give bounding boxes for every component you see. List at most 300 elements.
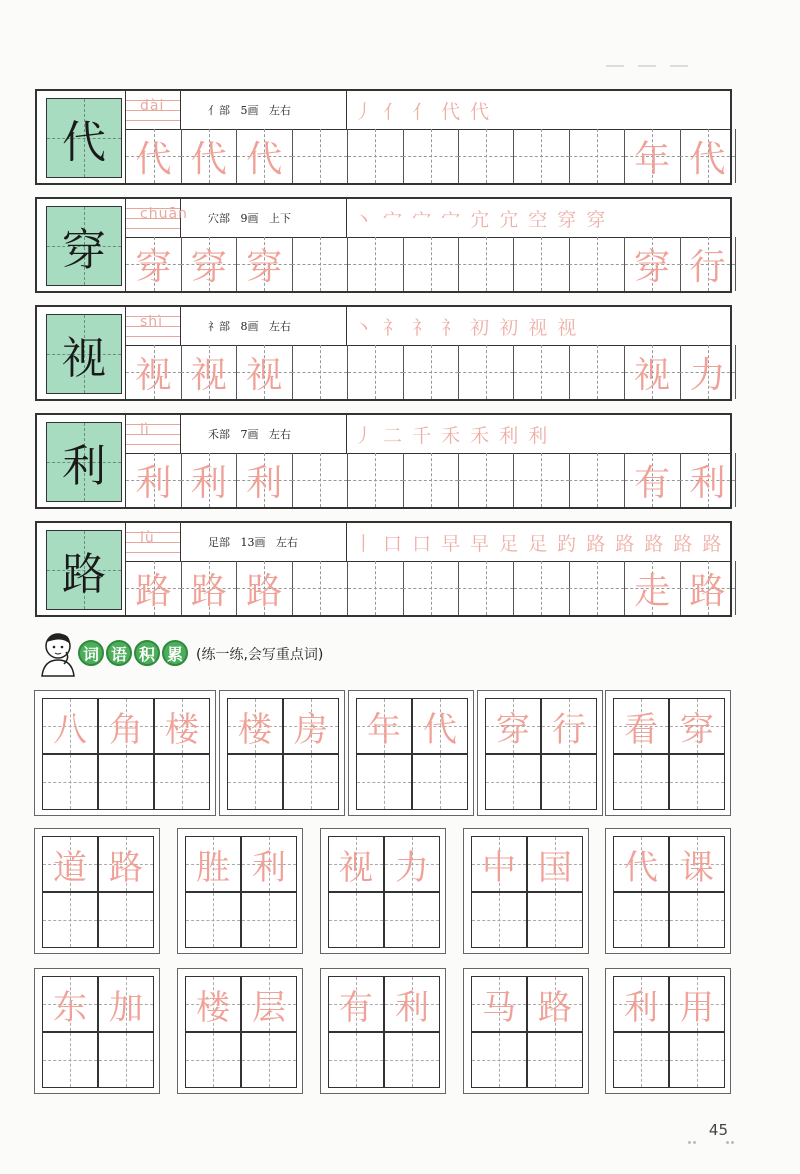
pinyin: lù xyxy=(140,530,155,546)
vocab-word-box xyxy=(34,690,216,816)
practice-cell[interactable] xyxy=(680,453,736,507)
vocab-cell[interactable] xyxy=(328,892,384,948)
structure: 上下 xyxy=(269,212,291,225)
vocab-cell[interactable] xyxy=(356,754,412,810)
trace-char xyxy=(458,237,513,291)
vocab-cell[interactable] xyxy=(384,892,440,948)
vocab-word-box xyxy=(34,828,160,954)
vocab-cell[interactable] xyxy=(98,836,154,892)
trace-char: 穿 xyxy=(135,246,172,288)
vocab-cell[interactable] xyxy=(669,836,725,892)
vocab-word-box xyxy=(477,690,603,816)
char-info-row xyxy=(126,415,730,454)
practice-cell[interactable] xyxy=(403,561,459,615)
vocab-cell[interactable] xyxy=(471,1032,527,1088)
vocab-trace-char: 路 xyxy=(109,847,143,888)
vocab-cell[interactable] xyxy=(283,698,339,754)
trace-char xyxy=(348,237,403,291)
practice-cell[interactable] xyxy=(514,453,570,507)
practice-cell[interactable] xyxy=(514,561,570,615)
vocab-cell[interactable] xyxy=(328,1032,384,1088)
trace-char: 穿 xyxy=(634,246,671,288)
practice-cell[interactable] xyxy=(514,129,570,183)
structure: 左右 xyxy=(276,536,298,549)
stroke-order-box xyxy=(346,91,730,129)
vocab-word-box xyxy=(348,690,474,816)
vocab-cell[interactable] xyxy=(485,698,541,754)
vocab-trace-char: 用 xyxy=(680,987,714,1028)
practice-cell[interactable] xyxy=(237,453,293,507)
vocab-trace-char: 层 xyxy=(252,987,286,1028)
vocab-word-box xyxy=(463,828,589,954)
char-row xyxy=(35,197,732,293)
trace-char: 路 xyxy=(689,570,726,612)
char-row xyxy=(35,521,732,617)
char-row xyxy=(35,413,732,509)
vocab-cell[interactable] xyxy=(485,754,541,810)
vocab-trace-char: 楼 xyxy=(238,709,272,750)
vocab-trace-char: 八 xyxy=(53,709,87,750)
vocab-cell[interactable] xyxy=(613,892,669,948)
pinyin-box xyxy=(126,307,181,345)
vocab-cell[interactable] xyxy=(412,698,468,754)
trace-char: 代 xyxy=(135,138,172,180)
pinyin-box xyxy=(126,199,188,237)
vocab-cell[interactable] xyxy=(613,698,669,754)
practice-cell[interactable] xyxy=(625,237,681,291)
vocab-title-badge xyxy=(78,640,188,666)
vocab-trace-char: 代 xyxy=(624,847,658,888)
trace-char xyxy=(348,345,403,399)
practice-cell[interactable] xyxy=(348,237,404,291)
practice-cell[interactable] xyxy=(458,561,514,615)
practice-cell[interactable] xyxy=(625,129,681,183)
vocab-cell[interactable] xyxy=(241,892,297,948)
trace-char xyxy=(292,561,347,615)
trace-char xyxy=(458,345,513,399)
trace-char xyxy=(403,237,458,291)
practice-cell[interactable] xyxy=(458,345,514,399)
practice-cell[interactable] xyxy=(237,237,293,291)
vocab-cell[interactable] xyxy=(154,698,210,754)
vocab-word-box xyxy=(605,690,731,816)
vocab-cell[interactable] xyxy=(471,892,527,948)
vocab-cell[interactable] xyxy=(613,836,669,892)
vocab-cell[interactable] xyxy=(471,976,527,1032)
vocab-word-box xyxy=(177,828,303,954)
vocab-trace-char: 胜 xyxy=(196,847,230,888)
trace-char: 代 xyxy=(689,138,726,180)
vocab-cell[interactable] xyxy=(527,1032,583,1088)
vocab-trace-char: 课 xyxy=(680,847,714,888)
practice-cell[interactable] xyxy=(181,453,237,507)
practice-cell[interactable] xyxy=(680,345,736,399)
radical: 足部 xyxy=(208,536,230,549)
practice-cell[interactable] xyxy=(292,237,348,291)
stroke-count: 13画 xyxy=(240,536,266,549)
practice-cell[interactable] xyxy=(292,129,348,183)
model-char: 穿 xyxy=(62,225,106,276)
trace-char xyxy=(569,237,624,291)
vocab-trace-char: 东 xyxy=(53,987,87,1028)
structure: 左右 xyxy=(269,428,291,441)
vocab-cell[interactable] xyxy=(328,836,384,892)
trace-char xyxy=(292,345,347,399)
stroke-order-box xyxy=(346,307,730,345)
practice-cell[interactable] xyxy=(514,345,570,399)
vocab-trace-char: 代 xyxy=(423,709,457,750)
trace-char xyxy=(403,453,458,507)
vocab-trace-char: 加 xyxy=(109,987,143,1028)
vocab-trace-char: 力 xyxy=(395,847,429,888)
radical: 禾部 xyxy=(208,428,230,441)
radical: 亻部 xyxy=(208,104,230,117)
pinyin: dài xyxy=(140,98,165,114)
vocab-cell[interactable] xyxy=(527,836,583,892)
practice-cell[interactable] xyxy=(403,237,459,291)
structure: 左右 xyxy=(269,320,291,333)
vocab-title-char: 语 xyxy=(106,640,132,666)
trace-char xyxy=(514,237,569,291)
trace-char: 视 xyxy=(634,354,671,396)
model-char: 路 xyxy=(62,549,106,600)
vocab-trace-char: 年 xyxy=(367,709,401,750)
vocab-cell[interactable] xyxy=(227,754,283,810)
practice-cell[interactable] xyxy=(403,129,459,183)
vocab-cell[interactable] xyxy=(227,698,283,754)
practice-cell[interactable] xyxy=(403,453,459,507)
trace-char: 视 xyxy=(190,354,227,396)
practice-cell[interactable] xyxy=(348,345,404,399)
stroke-order-box xyxy=(346,199,730,237)
trace-char: 穿 xyxy=(246,246,283,288)
vocab-cell[interactable] xyxy=(98,754,154,810)
practice-cell[interactable] xyxy=(458,237,514,291)
practice-cell[interactable] xyxy=(126,129,182,183)
practice-cell[interactable] xyxy=(181,561,237,615)
char-info-row xyxy=(126,199,730,238)
practice-cell[interactable] xyxy=(514,237,570,291)
vocab-cell[interactable] xyxy=(241,1032,297,1088)
vocab-word-box xyxy=(320,968,446,1094)
vocab-cell[interactable] xyxy=(98,976,154,1032)
vocab-word-box xyxy=(463,968,589,1094)
thinking-child-icon xyxy=(36,630,80,678)
vocab-cell[interactable] xyxy=(541,698,597,754)
stroke-count: 5画 xyxy=(240,104,259,117)
vocab-cell[interactable] xyxy=(384,836,440,892)
pinyin: lì xyxy=(140,422,150,438)
trace-char xyxy=(292,453,347,507)
vocab-trace-char: 利 xyxy=(252,847,286,888)
meta-box xyxy=(180,415,347,453)
practice-cell[interactable] xyxy=(348,561,404,615)
header-ghost-marks xyxy=(606,52,726,64)
trace-char xyxy=(403,129,458,183)
model-char: 代 xyxy=(62,117,106,168)
practice-cell[interactable] xyxy=(181,129,237,183)
vocab-cell[interactable] xyxy=(328,976,384,1032)
practice-cell[interactable] xyxy=(292,561,348,615)
trace-char xyxy=(569,561,624,615)
trace-char: 利 xyxy=(190,462,227,504)
char-detail-area xyxy=(125,199,730,291)
model-char-cell xyxy=(46,530,122,610)
model-char: 视 xyxy=(62,333,106,384)
trace-char xyxy=(403,561,458,615)
vocab-trace-char: 中 xyxy=(482,847,516,888)
practice-cell[interactable] xyxy=(569,237,625,291)
vocab-cell[interactable] xyxy=(613,976,669,1032)
trace-char: 年 xyxy=(634,138,671,180)
practice-cell[interactable] xyxy=(680,561,736,615)
trace-char xyxy=(569,345,624,399)
char-detail-area xyxy=(125,523,730,615)
vocab-cell[interactable] xyxy=(185,892,241,948)
vocab-subtitle: (练一练,会写重点词) xyxy=(196,647,324,663)
vocab-cell[interactable] xyxy=(384,1032,440,1088)
trace-char xyxy=(569,129,624,183)
vocab-cell[interactable] xyxy=(185,976,241,1032)
trace-char xyxy=(292,129,347,183)
practice-cells xyxy=(126,129,730,183)
model-char-cell xyxy=(46,422,122,502)
trace-char: 力 xyxy=(689,354,726,396)
trace-char: 代 xyxy=(190,138,227,180)
vocab-cell[interactable] xyxy=(613,754,669,810)
trace-char xyxy=(569,453,624,507)
practice-cell[interactable] xyxy=(625,345,681,399)
trace-char: 有 xyxy=(634,462,671,504)
practice-cell[interactable] xyxy=(569,453,625,507)
trace-char: 视 xyxy=(246,354,283,396)
trace-char: 行 xyxy=(689,246,726,288)
practice-cell[interactable] xyxy=(292,453,348,507)
vocab-cell[interactable] xyxy=(527,976,583,1032)
practice-cell[interactable] xyxy=(569,561,625,615)
pinyin: shì xyxy=(140,314,164,330)
practice-cell[interactable] xyxy=(181,345,237,399)
stroke-order: 丿 二 千 禾 禾 利 利 xyxy=(354,425,550,447)
page-number: 45 xyxy=(708,1121,728,1139)
practice-cell[interactable] xyxy=(458,453,514,507)
meta-box xyxy=(180,307,347,345)
page-dots-right xyxy=(726,1129,740,1133)
trace-char: 代 xyxy=(246,138,283,180)
char-row xyxy=(35,89,732,185)
vocab-word-box xyxy=(320,828,446,954)
practice-cell[interactable] xyxy=(348,129,404,183)
stroke-order: 丶 宀 宀 宀 宂 宂 空 穿 穿 xyxy=(354,209,608,231)
vocab-trace-char: 路 xyxy=(538,987,572,1028)
trace-char: 路 xyxy=(246,570,283,612)
vocab-cell[interactable] xyxy=(185,1032,241,1088)
vocab-cell[interactable] xyxy=(42,698,98,754)
model-char-cell xyxy=(46,314,122,394)
vocab-cell[interactable] xyxy=(613,1032,669,1088)
trace-char xyxy=(514,129,569,183)
trace-char xyxy=(514,345,569,399)
page-dots-left xyxy=(688,1129,702,1133)
vocab-cell[interactable] xyxy=(42,976,98,1032)
char-info-row xyxy=(126,523,730,562)
practice-cell[interactable] xyxy=(292,345,348,399)
vocab-word-box xyxy=(605,968,731,1094)
practice-cells xyxy=(126,345,730,399)
char-info-row xyxy=(126,307,730,346)
vocab-cell[interactable] xyxy=(541,754,597,810)
trace-char: 路 xyxy=(190,570,227,612)
stroke-order: 丨 口 口 早 早 足 足 趵 路 路 路 路 路 xyxy=(354,533,724,555)
vocab-cell[interactable] xyxy=(669,1032,725,1088)
stroke-order-box xyxy=(346,523,730,561)
vocab-trace-char: 马 xyxy=(482,987,516,1028)
practice-cells xyxy=(126,561,730,615)
vocab-trace-char: 利 xyxy=(395,987,429,1028)
stroke-order: 丿 亻 亻 代 代 xyxy=(354,101,492,123)
vocab-cell[interactable] xyxy=(669,698,725,754)
trace-char xyxy=(292,237,347,291)
practice-cell[interactable] xyxy=(181,237,237,291)
vocab-cell[interactable] xyxy=(384,976,440,1032)
vocab-trace-char: 楼 xyxy=(165,709,199,750)
trace-char xyxy=(348,129,403,183)
meta-box xyxy=(180,91,347,129)
model-char-cell xyxy=(46,206,122,286)
practice-cell[interactable] xyxy=(569,345,625,399)
trace-char: 利 xyxy=(135,462,172,504)
vocab-trace-char: 楼 xyxy=(196,987,230,1028)
practice-cell[interactable] xyxy=(625,561,681,615)
char-row xyxy=(35,305,732,401)
model-char-cell xyxy=(46,98,122,178)
vocab-trace-char: 穿 xyxy=(680,709,714,750)
vocab-cell[interactable] xyxy=(669,976,725,1032)
vocab-trace-char: 利 xyxy=(624,987,658,1028)
vocab-cell[interactable] xyxy=(154,754,210,810)
vocab-trace-char: 穿 xyxy=(496,709,530,750)
trace-char xyxy=(514,453,569,507)
vocab-cell[interactable] xyxy=(527,892,583,948)
vocab-trace-char: 道 xyxy=(53,847,87,888)
vocab-cell[interactable] xyxy=(98,698,154,754)
radical: 礻部 xyxy=(208,320,230,333)
practice-cell[interactable] xyxy=(237,561,293,615)
practice-cell[interactable] xyxy=(458,129,514,183)
practice-cell[interactable] xyxy=(237,129,293,183)
practice-cell[interactable] xyxy=(237,345,293,399)
pinyin-box xyxy=(126,91,181,129)
vocab-cell[interactable] xyxy=(669,892,725,948)
vocab-cell[interactable] xyxy=(42,1032,98,1088)
vocab-title-char: 积 xyxy=(134,640,160,666)
pinyin-box xyxy=(126,523,181,561)
vocab-word-box xyxy=(177,968,303,1094)
vocab-trace-char: 有 xyxy=(339,987,373,1028)
vocab-cell[interactable] xyxy=(185,836,241,892)
stroke-count: 7画 xyxy=(240,428,259,441)
char-detail-area xyxy=(125,307,730,399)
practice-cell[interactable] xyxy=(348,453,404,507)
vocab-title-char: 累 xyxy=(162,640,188,666)
vocab-cell[interactable] xyxy=(356,698,412,754)
stroke-count: 8画 xyxy=(240,320,259,333)
stroke-order: 丶 礻 礻 礻 初 初 视 视 xyxy=(354,317,579,339)
meta-box xyxy=(180,523,347,561)
vocab-cell[interactable] xyxy=(669,754,725,810)
trace-char: 穿 xyxy=(190,246,227,288)
vocab-cell[interactable] xyxy=(42,836,98,892)
vocab-trace-char: 看 xyxy=(624,709,658,750)
radical: 穴部 xyxy=(208,212,230,225)
vocab-trace-char: 房 xyxy=(294,709,328,750)
vocab-trace-char: 角 xyxy=(109,709,143,750)
pinyin: chuān xyxy=(140,206,188,222)
vocab-trace-char: 视 xyxy=(339,847,373,888)
trace-char xyxy=(458,129,513,183)
vocab-cell[interactable] xyxy=(471,836,527,892)
practice-cells xyxy=(126,453,730,507)
vocab-header xyxy=(36,630,536,680)
vocab-word-box xyxy=(34,968,160,1094)
practice-cell[interactable] xyxy=(569,129,625,183)
trace-char xyxy=(348,453,403,507)
practice-cell[interactable] xyxy=(126,561,182,615)
vocab-cell[interactable] xyxy=(98,892,154,948)
trace-char xyxy=(403,345,458,399)
practice-cell[interactable] xyxy=(126,237,182,291)
practice-cells xyxy=(126,237,730,291)
vocab-word-box xyxy=(219,690,345,816)
stroke-order-box xyxy=(346,415,730,453)
char-detail-area xyxy=(125,91,730,183)
trace-char: 视 xyxy=(135,354,172,396)
trace-char: 利 xyxy=(246,462,283,504)
char-detail-area xyxy=(125,415,730,507)
trace-char: 走 xyxy=(634,570,671,612)
stroke-count: 9画 xyxy=(240,212,259,225)
vocab-title-char: 词 xyxy=(78,640,104,666)
trace-char xyxy=(458,561,513,615)
vocab-cell[interactable] xyxy=(42,754,98,810)
practice-cell[interactable] xyxy=(126,345,182,399)
vocab-cell[interactable] xyxy=(42,892,98,948)
meta-box xyxy=(180,199,347,237)
practice-cell[interactable] xyxy=(680,237,736,291)
char-info-row xyxy=(126,91,730,130)
vocab-cell[interactable] xyxy=(98,1032,154,1088)
vocab-cell[interactable] xyxy=(241,976,297,1032)
vocab-cell[interactable] xyxy=(283,754,339,810)
trace-char: 路 xyxy=(135,570,172,612)
practice-cell[interactable] xyxy=(625,453,681,507)
vocab-trace-char: 行 xyxy=(552,709,586,750)
trace-char: 利 xyxy=(689,462,726,504)
pinyin-box xyxy=(126,415,181,453)
trace-char xyxy=(348,561,403,615)
practice-cell[interactable] xyxy=(403,345,459,399)
vocab-word-box xyxy=(605,828,731,954)
vocab-trace-char: 国 xyxy=(538,847,572,888)
vocab-cell[interactable] xyxy=(412,754,468,810)
model-char: 利 xyxy=(62,441,106,492)
trace-char xyxy=(458,453,513,507)
practice-cell[interactable] xyxy=(126,453,182,507)
practice-cell[interactable] xyxy=(680,129,736,183)
structure: 左右 xyxy=(269,104,291,117)
vocab-cell[interactable] xyxy=(241,836,297,892)
trace-char xyxy=(514,561,569,615)
